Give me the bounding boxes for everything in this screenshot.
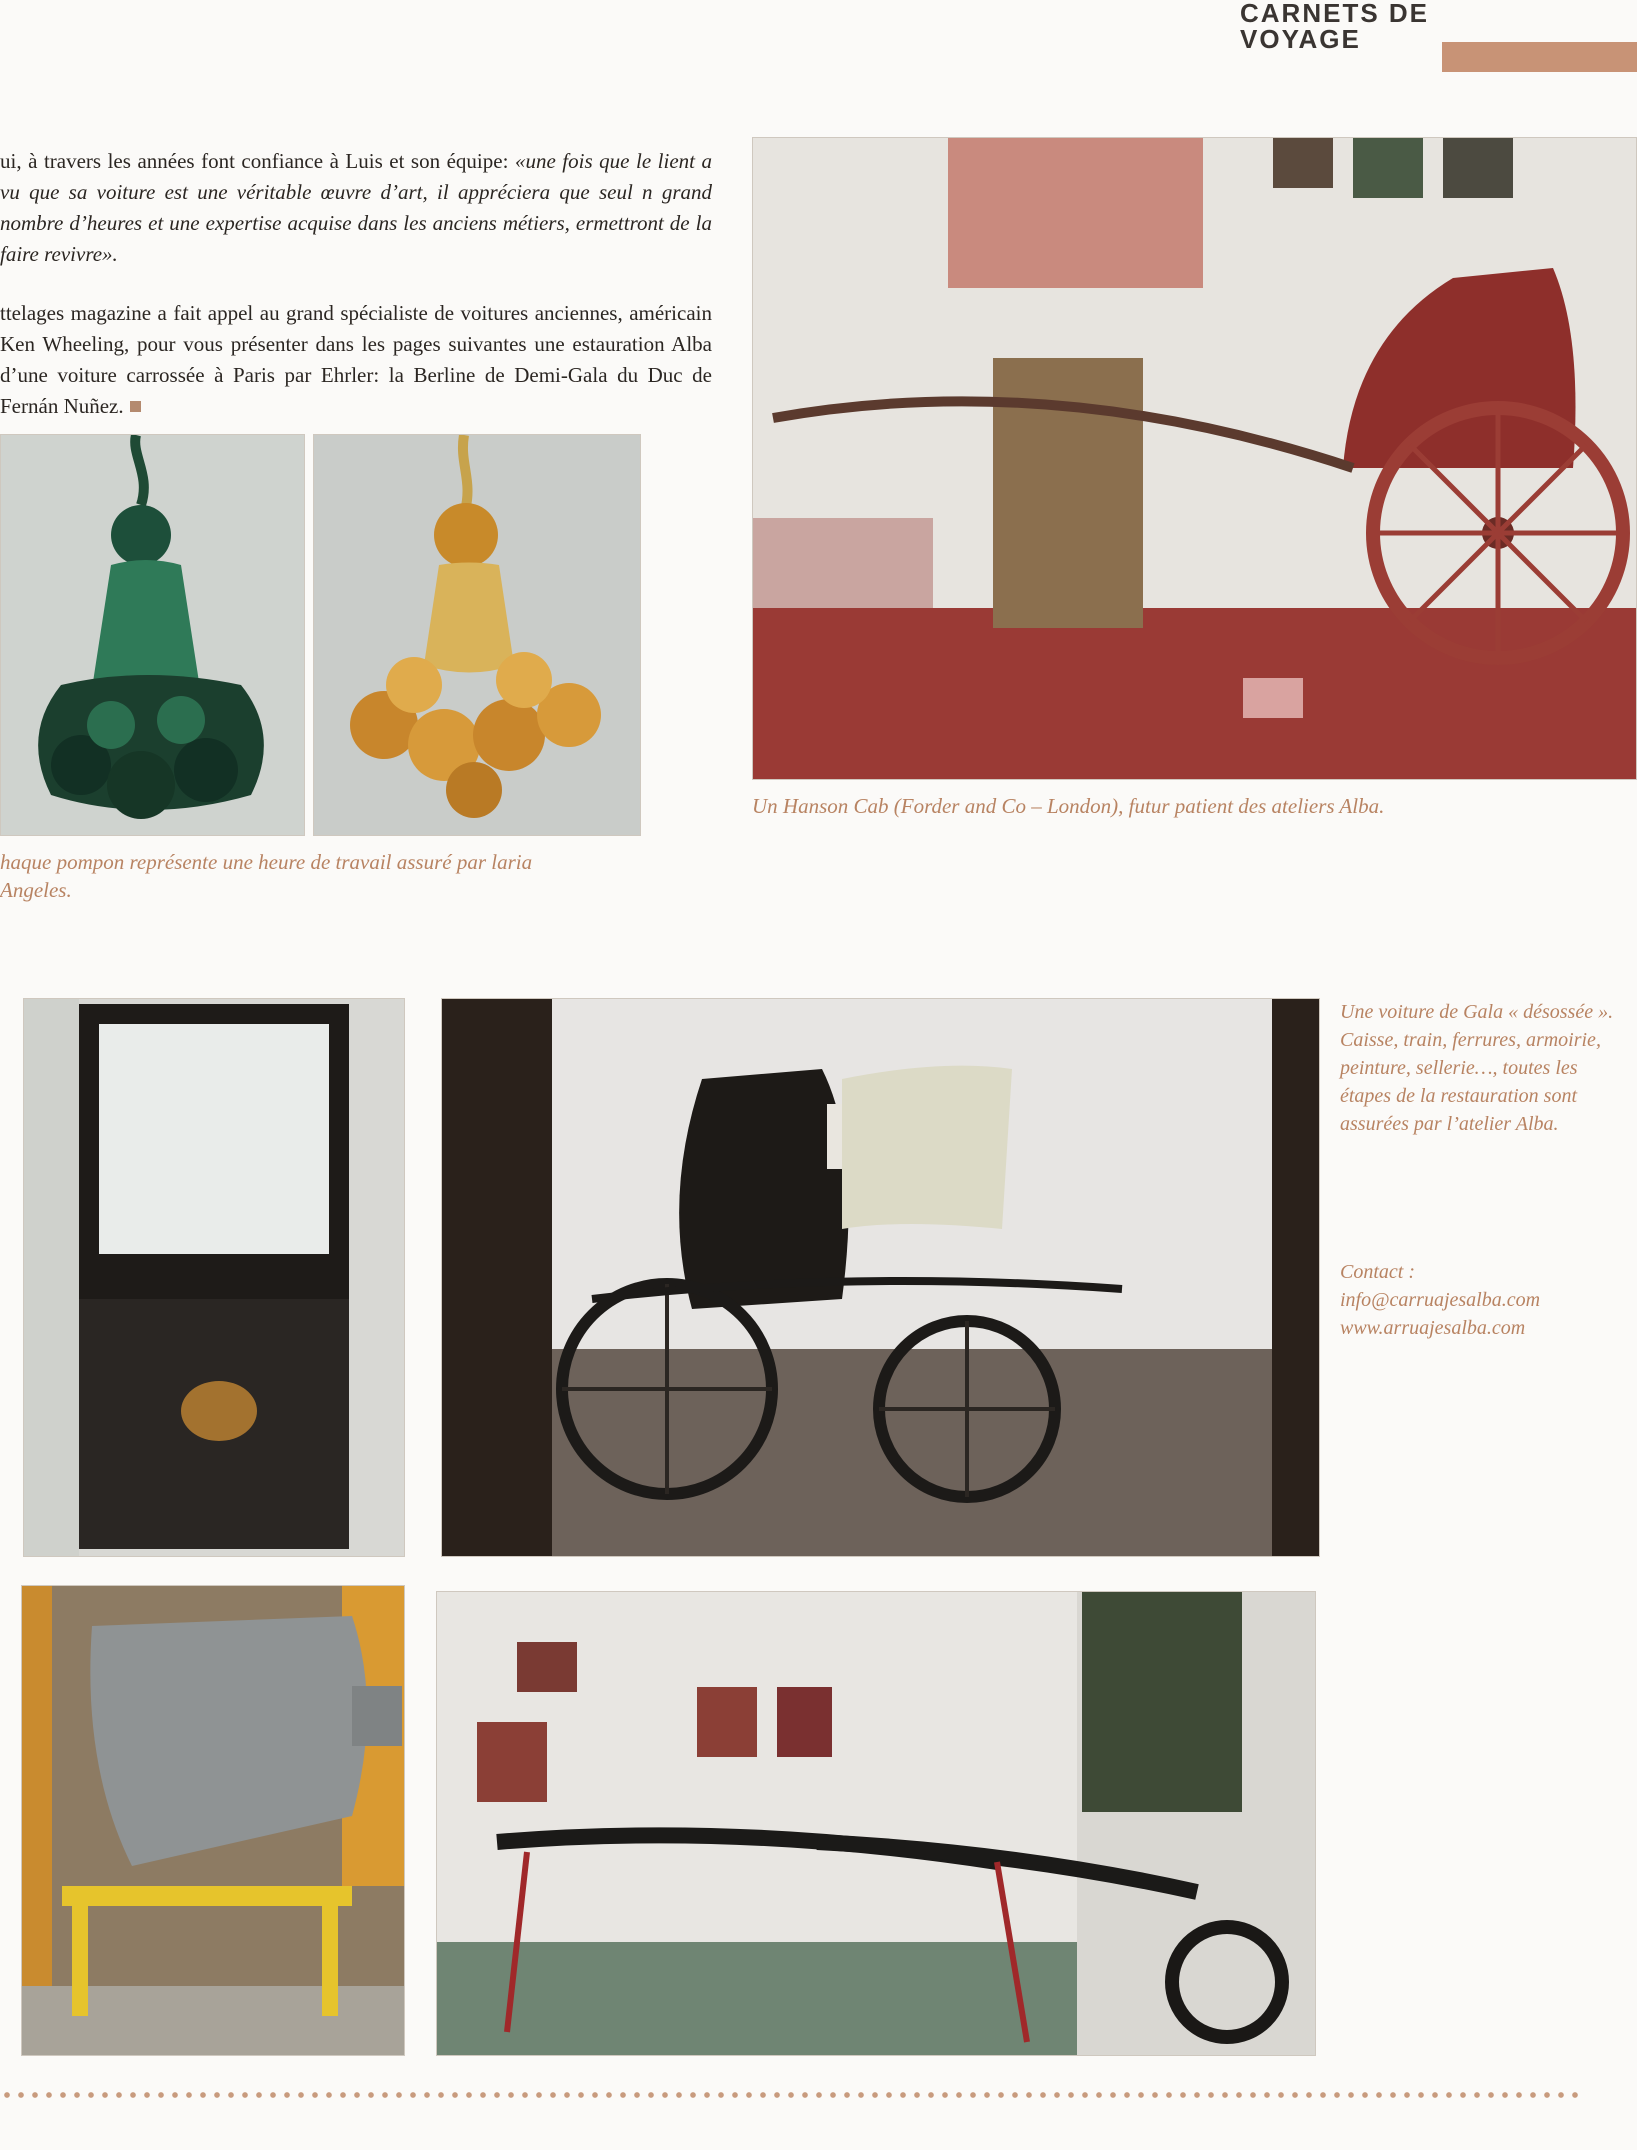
contact-email[interactable]: info@carruajesalba.com: [1340, 1289, 1541, 1311]
black-carriage-illustration: [442, 999, 1320, 1557]
section-accent-bar: [1442, 42, 1637, 72]
green-tassel-photo: [0, 434, 305, 836]
grey-carriage-body-illustration: [22, 1586, 405, 2056]
paragraph-2-text: ttelages magazine a fait appel au grand spécialiste de voitures anciennes, américain Ken Wheeling, pour vous présenter dans les pages suivantes une estauration Alba d’une voiture carrossée à Paris par Ehrler: la Berline de Demi-Gala du Duc de Fernán Nuñez.: [0, 301, 712, 418]
green-tassel-illustration: [1, 435, 305, 836]
client-quote: «une fois que le lient a vu que sa voiture est une véritable œuvre d’art, il appréciera que seul n grand nombre d’heures et une expertise acquise dans les anciens métiers, ermettront de la faire revivre».: [0, 149, 713, 266]
workshop-chassis-photo: [436, 1591, 1316, 2056]
hanson-cab-caption: Un Hanson Cab (Forder and Co – London), futur patient des ateliers Alba.: [752, 794, 1385, 818]
carriage-door-illustration: [24, 999, 405, 1557]
tassels-caption: haque pompon représente une heure de travail assuré par laria Angeles.: [0, 850, 533, 902]
contact-website[interactable]: www.arruajesalba.com: [1340, 1317, 1526, 1339]
article-paragraph-1: [0, 146, 712, 270]
article-paragraph-2: [0, 298, 712, 422]
section-title: CARNETS DE VOYAGE: [1240, 0, 1430, 54]
end-of-article-mark: [130, 401, 141, 412]
workshop-chassis-illustration: [437, 1592, 1316, 2056]
page-footer-dotted-rule: [0, 2090, 1580, 2100]
grey-carriage-body-photo: [21, 1585, 405, 2056]
gold-tassel-illustration: [314, 435, 641, 836]
contact-label: Contact :: [1340, 1261, 1415, 1283]
black-carriage-photo: [441, 998, 1320, 1557]
paragraph-1-intro: ui, à travers les années font confiance à Luis et son équipe:: [0, 149, 515, 173]
hanson-cab-photo: [752, 137, 1637, 780]
restoration-description: Une voiture de Gala « désossée ». Caisse, train, ferrures, armoirie, peinture, sellerie…, toutes les étapes de la restauration sont assurées par l’atelier Alba.: [1340, 1001, 1614, 1135]
carriage-door-photo: [23, 998, 405, 1557]
gold-tassel-photo: [313, 434, 641, 836]
hanson-cab-illustration: [753, 138, 1637, 780]
